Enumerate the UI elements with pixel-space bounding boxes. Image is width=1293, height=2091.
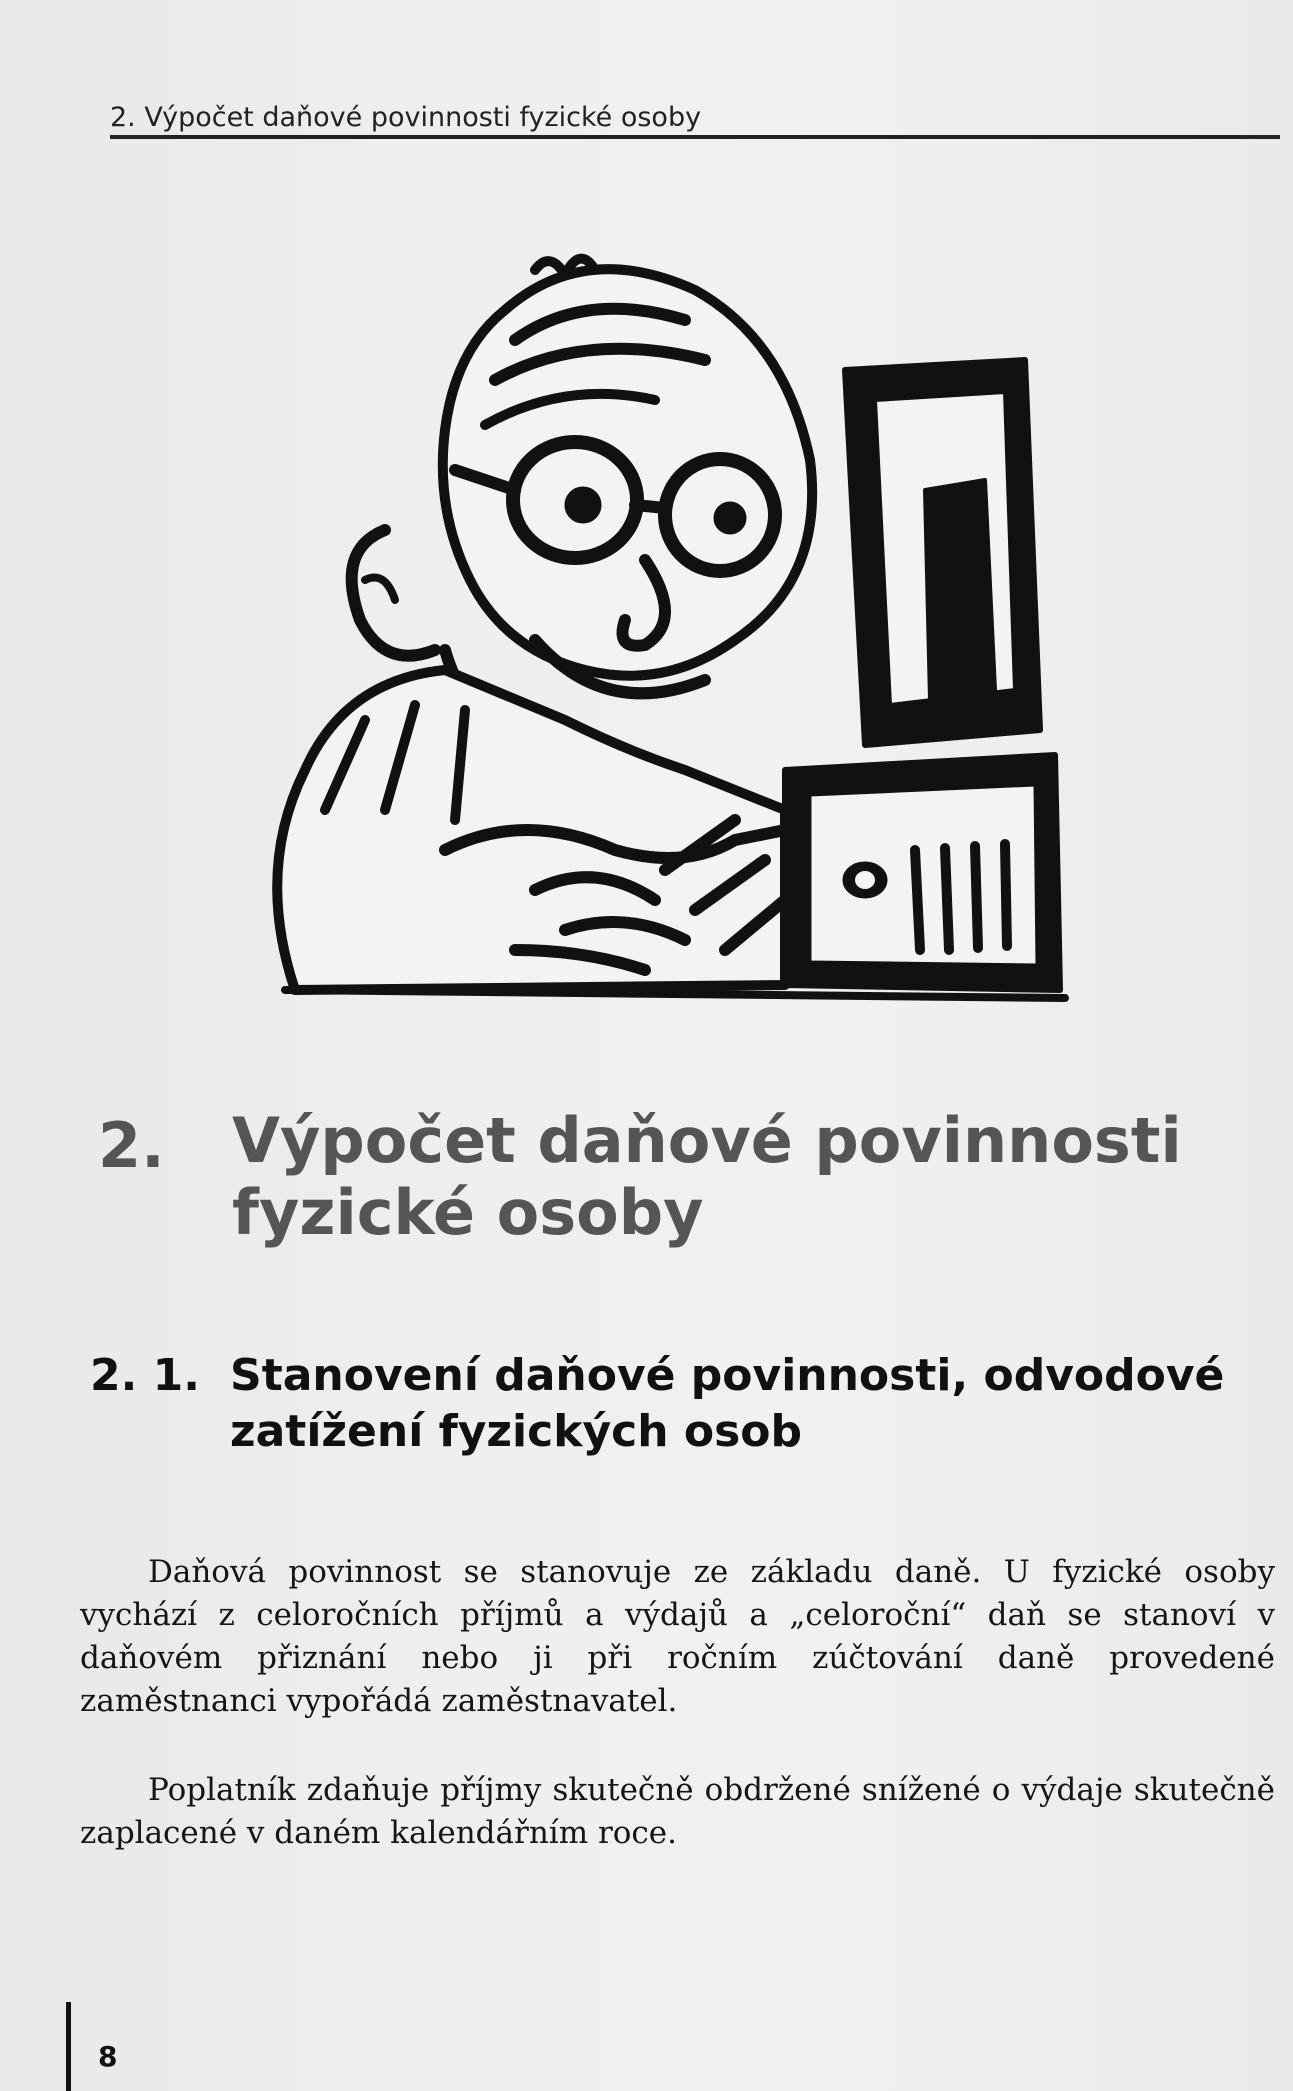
- section-title: Stanovení daňové povinnosti, odvodové zatížení fyzických osob: [230, 1350, 1225, 1457]
- running-header: [110, 95, 1280, 139]
- chapter-title: Výpočet daňové povinnosti fyzické osoby: [232, 1104, 1182, 1249]
- page-number: 8: [98, 2040, 118, 2073]
- body-paragraph: Daňová povinnost se stanovuje ze základu daně. U fyzické osoby vychází z celoročních příjmů a výdajů a „celoroční“ daň se stanoví v daňovém přiznání nebo ji při ročním zúčtování daně provedené zaměstnanci vypořádá zaměstnavatel.: [80, 1554, 1275, 1719]
- chapter-number: 2.: [98, 1109, 165, 1182]
- section-number: 2. 1.: [90, 1350, 200, 1401]
- page-margin-bar: [66, 2002, 71, 2091]
- body-paragraph: Poplatník zdaňuje příjmy skutečně obdržené snížené o výdaje skutečně zaplacené v daném kalendářním roce.: [80, 1772, 1275, 1851]
- cartoon-man-at-computer-icon: [265, 250, 1080, 1020]
- running-header-title: 2. Výpočet daňové povinnosti fyzické osoby: [110, 102, 702, 133]
